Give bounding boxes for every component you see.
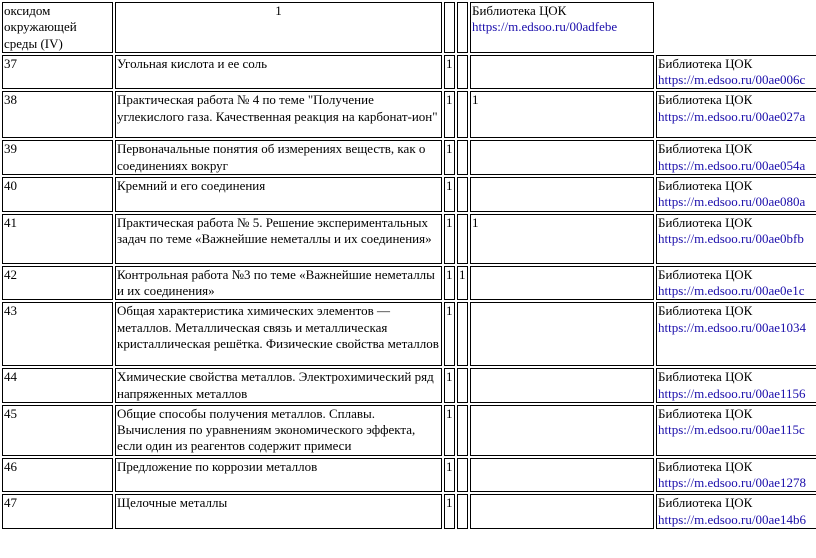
header-topic-cell: 1 [115, 2, 442, 53]
library-link[interactable]: https://m.edsoo.ru/00ae0e1c [658, 282, 805, 298]
header-hours-cell-1 [444, 2, 455, 53]
library-label: Библиотека ЦОК [658, 141, 753, 157]
resource-cell [656, 266, 816, 301]
library-label: Библиотека ЦОК [472, 3, 567, 18]
lesson-topic: Химические свойства металлов. Электрохимический ряд напряженных металлов [115, 368, 442, 403]
hours-practice [470, 55, 654, 90]
hours-control [457, 140, 468, 175]
library-label: Библиотека ЦОК [658, 214, 753, 230]
lesson-number: 45 [2, 405, 113, 456]
hours-control [457, 91, 468, 138]
table-row [2, 494, 816, 529]
hours-practice [470, 140, 654, 175]
resource-cell [656, 494, 816, 529]
resource-cell [656, 140, 816, 175]
header-num-cell: оксидом окружающей среды (IV) [2, 2, 113, 53]
table-row [2, 214, 816, 264]
hours-total: 1 [444, 405, 455, 456]
hours-total: 1 [444, 140, 455, 175]
library-link[interactable]: https://m.edsoo.ru/00adfebe [472, 19, 618, 35]
hours-total: 1 [444, 458, 455, 493]
library-link[interactable]: https://m.edsoo.ru/00ae0bfb [658, 230, 804, 246]
hours-control: 1 [457, 266, 468, 301]
library-label: Библиотека ЦОК [658, 495, 753, 511]
library-link[interactable]: https://m.edsoo.ru/00ae054a [658, 157, 806, 173]
lesson-topic: Практическая работа № 5. Решение экспериментальных задач по теме «Важнейшие неметаллы и их соединения» [115, 214, 442, 264]
resource-cell [656, 55, 816, 90]
hours-practice [470, 494, 654, 529]
library-link[interactable]: https://m.edsoo.ru/00ae14b6 [658, 511, 807, 527]
hours-total: 1 [444, 214, 455, 264]
library-label: Библиотека ЦОК [658, 458, 753, 474]
table-row [2, 458, 816, 493]
resource-cell [656, 302, 816, 366]
hours-total: 1 [444, 266, 455, 301]
lesson-number: 46 [2, 458, 113, 493]
hours-practice [470, 266, 654, 301]
hours-control [457, 302, 468, 366]
table-row [2, 302, 816, 366]
library-label: Библиотека ЦОК [658, 178, 753, 194]
table-row [2, 55, 816, 90]
hours-control [457, 55, 468, 90]
resource-cell [656, 91, 816, 138]
library-label: Библиотека ЦОК [658, 369, 753, 385]
hours-control [457, 405, 468, 456]
hours-practice [470, 302, 654, 366]
hours-total: 1 [444, 368, 455, 403]
lesson-number: 38 [2, 91, 113, 138]
resource-cell [656, 368, 816, 403]
hours-total: 1 [444, 55, 455, 90]
library-link[interactable]: https://m.edsoo.ru/00ae115c [658, 422, 805, 438]
resource-cell [656, 405, 816, 456]
lesson-topic: Кремний и его соединения [115, 177, 442, 212]
library-link[interactable]: https://m.edsoo.ru/00ae027a [658, 108, 806, 124]
lesson-topic: Общая характеристика химических элементов — металлов. Металлическая связь и металлическая кристаллическая решётка. Физические свойства металлов [115, 302, 442, 366]
lesson-topic: Предложение по коррозии металлов [115, 458, 442, 493]
table-row [2, 266, 816, 301]
library-label: Библиотека ЦОК [658, 92, 753, 108]
table-row [2, 140, 816, 175]
table-row-header [2, 2, 816, 53]
lesson-number: 40 [2, 177, 113, 212]
hours-total: 1 [444, 302, 455, 366]
library-link[interactable]: https://m.edsoo.ru/00ae080a [658, 194, 806, 210]
lesson-number: 43 [2, 302, 113, 366]
hours-control [457, 458, 468, 493]
library-link[interactable]: https://m.edsoo.ru/00ae1156 [658, 385, 806, 401]
table-row [2, 177, 816, 212]
lesson-topic: Контрольная работа №3 по теме «Важнейшие неметаллы и их соединения» [115, 266, 442, 301]
hours-total: 1 [444, 494, 455, 529]
hours-practice [470, 368, 654, 403]
library-link[interactable]: https://m.edsoo.ru/00ae1034 [658, 319, 807, 335]
library-label: Библиотека ЦОК [658, 266, 753, 282]
header-blank-cell [656, 2, 816, 53]
hours-practice [470, 177, 654, 212]
hours-total: 1 [444, 91, 455, 138]
resource-cell [656, 214, 816, 264]
header-hours-cell-2 [457, 2, 468, 53]
lesson-number: 37 [2, 55, 113, 90]
table-row [2, 91, 816, 138]
hours-control [457, 494, 468, 529]
lesson-topic: Первоначальные понятия об измерениях веществ, как о соединениях вокруг [115, 140, 442, 175]
library-link[interactable]: https://m.edsoo.ru/00ae1278 [658, 475, 807, 491]
library-label: Библиотека ЦОК [658, 55, 753, 71]
table-row [2, 405, 816, 456]
library-label: Библиотека ЦОК [658, 405, 753, 421]
resource-cell [656, 458, 816, 493]
library-label: Библиотека ЦОК [658, 303, 753, 319]
table-row [2, 368, 816, 403]
hours-control [457, 177, 468, 212]
lesson-number: 44 [2, 368, 113, 403]
hours-control [457, 368, 468, 403]
lesson-topic: Угольная кислота и ее соль [115, 55, 442, 90]
header-resource-cell [470, 2, 654, 53]
lesson-number: 41 [2, 214, 113, 264]
lesson-number: 47 [2, 494, 113, 529]
lesson-topic: Практическая работа № 4 по теме "Получение углекислого газа. Качественная реакция на карбонат-ион" [115, 91, 442, 138]
lesson-number: 39 [2, 140, 113, 175]
hours-practice [470, 458, 654, 493]
hours-practice: 1 [470, 214, 654, 264]
resource-cell [656, 177, 816, 212]
lesson-number: 42 [2, 266, 113, 301]
hours-total: 1 [444, 177, 455, 212]
hours-control [457, 214, 468, 264]
library-link[interactable]: https://m.edsoo.ru/00ae006c [658, 72, 806, 88]
lesson-topic: Щелочные металлы [115, 494, 442, 529]
hours-practice: 1 [470, 91, 654, 138]
hours-practice [470, 405, 654, 456]
lesson-topic: Общие способы получения металлов. Сплавы. Вычисления по уравнениям экономического эффекта, если один из реагентов содержит примеси [115, 405, 442, 456]
